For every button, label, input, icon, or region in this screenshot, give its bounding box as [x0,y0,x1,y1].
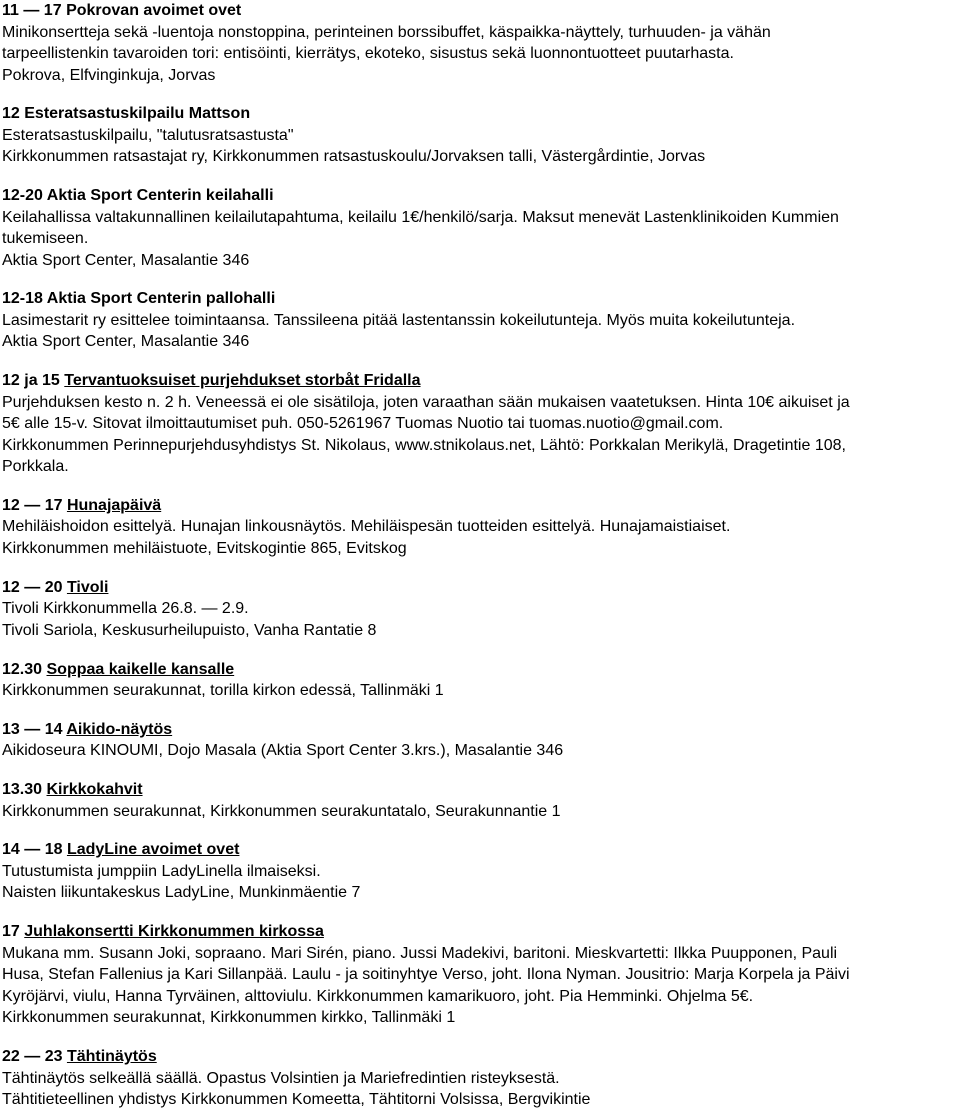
event-title: Aktia Sport Centerin pallohalli [46,290,276,308]
event-spacer [2,822,958,839]
event-heading [2,0,958,22]
event-text-line: Kirkkonummen seurakunnat, Kirkkonummen seurakuntatalo, Seurakunnantie 1 [2,802,561,820]
event-spacer [2,353,958,370]
event-text-line: Kirkkonummen ratsastajat ry, Kirkkonummen ratsastuskoulu/Jorvaksen talli, Västergårdintie, Jorvas [2,148,706,166]
event-title: Tervantuoksuiset purjehdukset storbåt Fridalla [64,372,421,390]
event-time: 12-20 [2,187,43,205]
event-entry [2,103,958,168]
event-title: LadyLine avoimet ovet [66,841,240,859]
event-entry [2,839,958,904]
event-text-line: tukemiseen. [2,230,89,248]
event-time: 22 — 23 [2,1048,63,1066]
event-title: Juhlakonsertti Kirkkonummen kirkossa [24,923,324,941]
event-spacer [2,762,958,779]
event-entry [2,719,958,762]
event-heading [2,288,958,310]
event-heading [2,185,958,207]
event-entry [2,370,958,478]
event-text-line: Kirkkonummen seurakunnat, Kirkkonummen kirkko, Tallinmäki 1 [2,1009,456,1027]
event-spacer [2,168,958,185]
event-time: 12 — 20 [2,578,63,596]
event-listing [2,0,958,1111]
event-time: 12 ja 15 [2,372,60,390]
event-text-line: Naisten liikuntakeskus LadyLine, Munkinmäentie 7 [2,884,361,902]
event-heading [2,839,958,861]
event-entry [2,659,958,702]
event-text-line: Husa, Stefan Fallenius ja Kari Sillanpää. Laulu - ja soitinyhtye Verso, joht. Ilona Nyman. Jousitrio: Marja Korpela ja Päivi [2,966,850,984]
event-title: Pokrovan avoimet ovet [66,2,242,19]
event-text-line: Tutustumista jumppiin LadyLinella ilmaiseksi. [2,862,321,880]
event-text-line: Porkkala. [2,458,69,476]
event-heading [2,103,958,125]
event-heading [2,577,958,599]
event-text-line: Kirkkonummen seurakunnat, torilla kirkon edessä, Tallinmäki 1 [2,682,444,700]
event-time: 12.30 [2,660,43,678]
event-text-line: Aktia Sport Center, Masalantie 346 [2,333,250,351]
event-title: Aikido-näytös [66,720,173,738]
event-text-line: Tähtitieteellinen yhdistys Kirkkonummen Komeetta, Tähtitorni Volsissa, Bergvikintie [2,1091,591,1109]
event-spacer [2,904,958,921]
event-heading [2,495,958,517]
event-heading [2,921,958,943]
event-text-line: Esteratsastuskilpailu, "talutusratsastusta" [2,126,294,144]
event-title: Soppaa kaikelle kansalle [46,660,235,678]
event-title: Aktia Sport Centerin keilahalli [46,187,274,205]
event-text-line: Kirkkonummen Perinnepurjehdusyhdistys St. Nikolaus, www.stnikolaus.net, Lähtö: Porkkalan Merikylä, Dragetintie 108, [2,436,846,454]
event-time: 17 [2,923,20,941]
event-text-line: Tähtinäytös selkeällä säällä. Opastus Volsintien ja Mariefredintien risteyksestä. [2,1069,560,1087]
event-entry [2,185,958,271]
event-text-line: Tivoli Sariola, Keskusurheilupuisto, Vanha Rantatie 8 [2,621,377,639]
event-entry [2,779,958,822]
event-title: Hunajapäivä [66,496,162,514]
event-text-line: Aktia Sport Center, Masalantie 346 [2,251,250,269]
event-text-line: Pokrova, Elfvinginkuja, Jorvas [2,66,216,84]
event-time: 12 [2,105,20,123]
event-title: Tivoli [66,578,109,596]
event-time: 12-18 [2,290,43,308]
event-text-line: Kyröjärvi, viulu, Hanna Tyrväinen, alttoviulu. Kirkkonummen kamarikuoro, joht. Pia Hemminki. Ohjelma 5€. [2,987,754,1005]
event-entry [2,495,958,560]
event-time: 14 — 18 [2,841,63,859]
event-time: 13.30 [2,781,43,799]
event-entry [2,288,958,353]
event-text-line: tarpeellistenkin tavaroiden tori: entisöinti, kierrätys, ekoteko, sisustus sekä luonnontuotteet puutarhasta. [2,45,734,62]
event-title: Kirkkokahvit [46,781,143,799]
event-text-line: Keilahallissa valtakunnallinen keilailutapahtuma, keilailu 1€/henkilö/sarja. Maksut menevät Lastenklinikoiden Kummien [2,208,839,226]
event-heading [2,659,958,681]
event-spacer [2,559,958,576]
event-time: 11 — 17 [2,2,62,19]
event-heading [2,1046,958,1068]
event-spacer [2,1029,958,1046]
event-time: 12 — 17 [2,496,63,514]
event-title: Esteratsastuskilpailu Mattson [24,105,251,123]
event-text-line: Mehiläishoidon esittelyä. Hunajan linkousnäytös. Mehiläispesän tuotteiden esittelyä. Hunajamaistiaiset. [2,518,731,536]
event-heading [2,779,958,801]
event-text-line: Minikonsertteja sekä -luentoja nonstoppina, perinteinen borssibuffet, käspaikka-näyttely, turhuuden- ja vähän [2,23,771,41]
event-text-line: Tivoli Kirkkonummella 26.8. — 2.9. [2,600,249,618]
event-entry [2,577,958,642]
event-title: Tähtinäytös [66,1048,157,1066]
event-text-line: 5€ alle 15-v. Sitovat ilmoittautumiset puh. 050-5261967 Tuomas Nuotio tai tuomas.nuotio@gmail.com. [2,415,724,433]
event-text-line: Purjehduksen kesto n. 2 h. Veneessä ei ole sisätiloja, joten varaathan sään mukaisen vaatetuksen. Hinta 10€ aikuiset ja [2,393,850,411]
event-text-line: Kirkkonummen mehiläistuote, Evitskogintie 865, Evitskog [2,539,407,557]
event-text-line: Mukana mm. Susann Joki, sopraano. Mari Sirén, piano. Jussi Madekivi, baritoni. Mieskvartetti: Ilkka Puupponen, Pauli [2,944,838,962]
event-spacer [2,702,958,719]
event-text-line: Aikidoseura KINOUMI, Dojo Masala (Aktia Sport Center 3.krs.), Masalantie 346 [2,742,564,760]
event-heading [2,719,958,741]
event-entry [2,1046,958,1111]
event-entry [2,0,958,86]
event-heading [2,370,958,392]
event-spacer [2,271,958,288]
event-spacer [2,641,958,658]
event-entry [2,921,958,1029]
event-text-line: Lasimestarit ry esittelee toimintaansa. Tanssileena pitää lastentanssin kokeilutunteja. Myös muita kokeilutunteja. [2,311,796,329]
event-time: 13 — 14 [2,720,63,738]
event-spacer [2,478,958,495]
event-spacer [2,86,958,103]
